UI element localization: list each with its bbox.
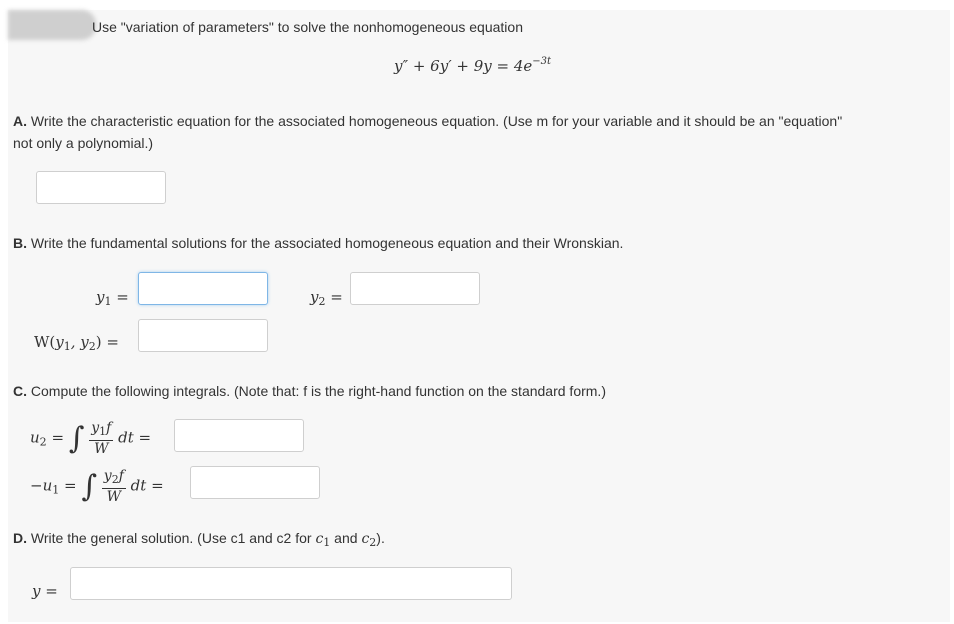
y2-label: $y_2$ = <box>310 288 343 308</box>
part-c-prompt: C. Compute the following integrals. (Note that: f is the right-hand function on the standard form.) <box>13 383 606 399</box>
redacted-label <box>8 10 96 40</box>
general-solution-label: y = <box>32 582 58 600</box>
part-a-prompt: A. Write the characteristic equation for the associated homogeneous equation. (Use m for your variable and it should be an "equation" <box>13 113 843 129</box>
u1-input[interactable] <box>190 466 320 499</box>
part-a-prompt-cont: not only a polynomial.) <box>13 135 154 151</box>
intro-text: Use "variation of parameters" to solve the nonhomogeneous equation <box>92 19 523 35</box>
question-panel <box>8 10 950 622</box>
u1-integral: $-u_1$ = ∫ $\frac{y_2f}{W}$ dt = <box>30 468 164 505</box>
y1-input[interactable] <box>138 272 268 305</box>
u2-input[interactable] <box>174 419 304 452</box>
u2-integral: $u_2$ = ∫ $\frac{y_1f}{W}$ dt = <box>30 420 152 457</box>
wronskian-label: $W(y_1$, $y_2$) = <box>34 333 119 353</box>
general-solution-input[interactable] <box>70 567 512 600</box>
wronskian-input[interactable] <box>138 319 268 352</box>
y2-input[interactable] <box>350 272 480 305</box>
ode-equation: $y'' + 6y' + 9y = 4e^{-3t}$ <box>394 56 552 75</box>
part-b-prompt: B. Write the fundamental solutions for the associated homogeneous equation and their Wronskian. <box>13 235 624 251</box>
y1-label: $y_1$ = <box>96 288 129 308</box>
part-d-prompt: D. Write the general solution. (Use c1 and c2 for $c_1$ and $c_2$). <box>13 530 385 549</box>
characteristic-equation-input[interactable] <box>36 171 166 204</box>
